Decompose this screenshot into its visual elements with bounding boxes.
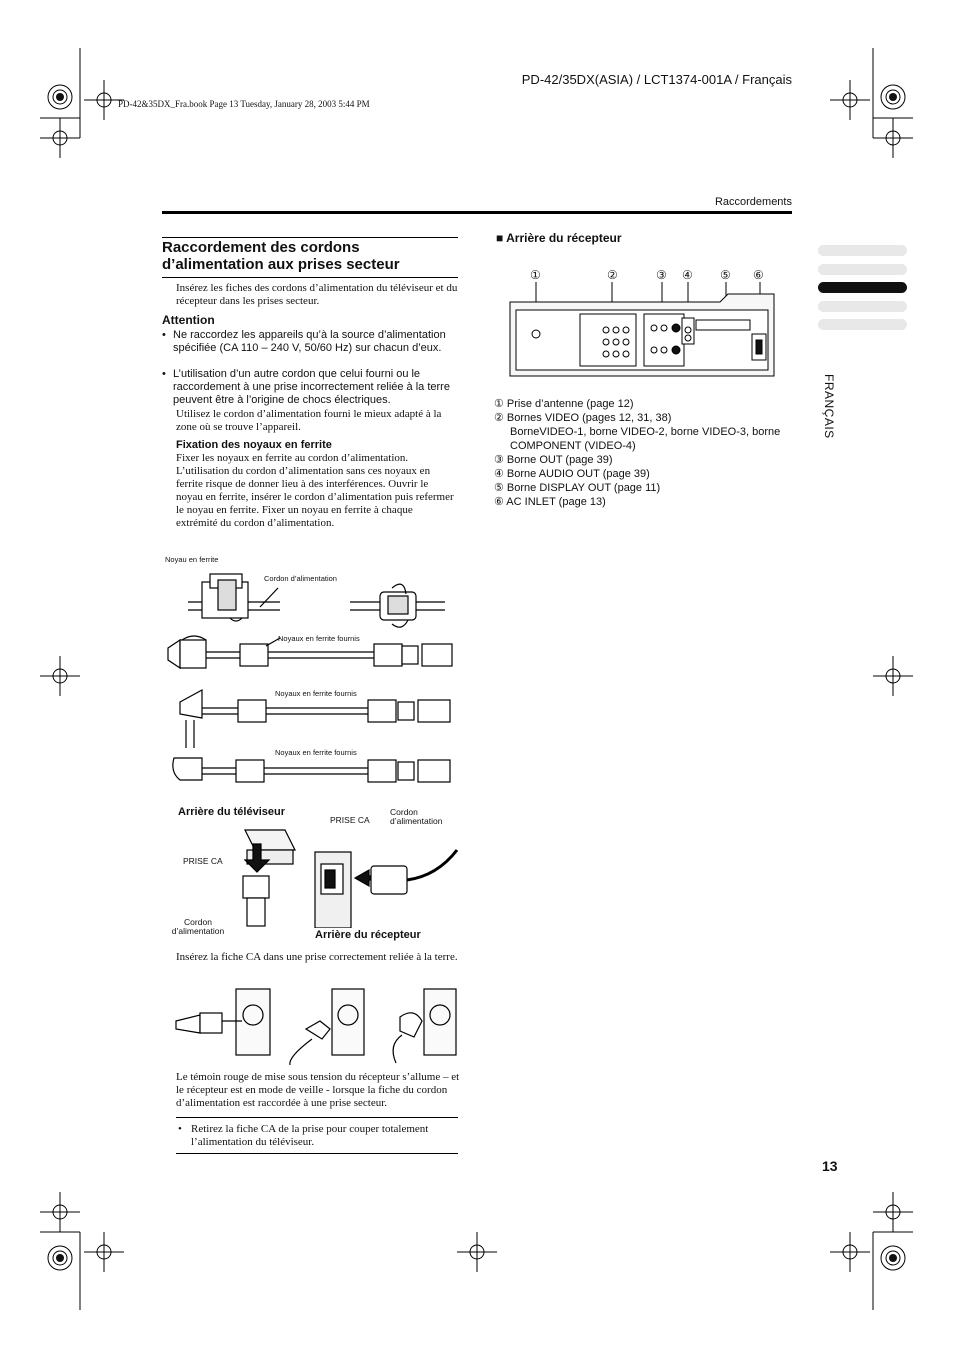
attention-bullet-1: Ne raccordez les appareils qu’à la source d’alimentation spécifiée (CA 110 – 240 V, 50/60 Hz) sur chacun d’eux. — [173, 329, 446, 354]
list-item-4: ④ Borne AUDIO OUT (page 39) — [494, 468, 650, 480]
callout-2: ② — [607, 268, 618, 282]
note-text: Retirez la fiche CA de la prise pour couper totalement l’alimentation du téléviseur. — [191, 1123, 429, 1148]
label-cordon-tv: Cordon d’alimentation — [171, 917, 225, 936]
label-noyaux-fournis-3: Noyaux en ferrite fournis — [275, 748, 357, 757]
heading-rule-bottom — [162, 277, 458, 278]
list-item-3: ③ Borne OUT (page 39) — [494, 454, 613, 466]
label-prise-ca-tv: PRISE CA — [183, 856, 223, 866]
standby-text: Le témoin rouge de mise sous tension du récepteur s’allume – et le récepteur est en mode de veille - lorsque la fiche du cordon d’alimentation est raccordée à une prise secteur. — [176, 1071, 460, 1109]
language-label: FRANÇAIS — [822, 374, 836, 439]
tv-rear-title: Arrière du téléviseur — [178, 806, 285, 818]
intro-text: Insérez les fiches des cordons d’alimentation du téléviseur et du récepteur dans les prises secteur. — [176, 282, 458, 307]
bullet-dot: • — [162, 368, 166, 380]
book-info: PD-42&35DX_Fra.book Page 13 Tuesday, January 28, 2003 5:44 PM — [118, 99, 370, 109]
callout-3: ③ — [656, 268, 667, 282]
attention-title: Attention — [162, 313, 215, 327]
receiver-rear-heading — [496, 232, 622, 245]
label-noyaux-fournis-1: Noyaux en ferrite fournis — [278, 634, 360, 643]
receiver-rear-illustration — [508, 280, 778, 380]
header-rule — [162, 211, 792, 214]
outlets-illustration — [166, 985, 462, 1067]
side-tab-active — [818, 282, 907, 293]
bullet-dot: • — [178, 1123, 182, 1135]
callout-5: ⑤ — [720, 268, 731, 282]
list-item-1: ① Prise d’antenne (page 12) — [494, 398, 634, 410]
side-tab — [818, 245, 907, 256]
page-number: 13 — [822, 1158, 838, 1174]
ferrite-illustration — [160, 560, 460, 790]
square-bullet-icon: ■ — [496, 231, 504, 245]
callout-4: ④ — [682, 268, 693, 282]
receiver-rear-caption: Arrière du récepteur — [315, 929, 421, 941]
ferrite-title: Fixation des noyaux en ferrite — [176, 439, 332, 451]
side-tab — [818, 319, 907, 330]
section-label: Raccordements — [714, 196, 792, 208]
section-heading: Raccordement des cordons d’alimentation aux prises secteur — [162, 239, 400, 273]
insert-text: Insérez la fiche CA dans une prise correctement reliée à la terre. — [176, 951, 458, 963]
attention-bullet-2: L’utilisation d’un autre cordon que celui fourni ou le raccordement à une prise incorrectement reliée à la terre peuvent être à l’origine de chocs électriques. — [173, 368, 450, 406]
label-cordon: Cordon d’alimentation — [264, 574, 337, 583]
label-cordon-receiver: Cordon d’alimentation — [390, 807, 443, 826]
callout-1: ① — [530, 268, 541, 282]
bullet-dot: • — [162, 329, 166, 341]
power-connection-illustration — [225, 820, 465, 928]
heading-rule-top — [162, 237, 458, 238]
label-noyau: Noyau en ferrite — [165, 555, 219, 564]
ferrite-text: Fixer les noyaux en ferrite au cordon d’alimentation. L’utilisation du cordon d’alimentation sans ces noyaux en ferrite risque de donner lieu à des interférences. Ouvrir le noyau en ferrite, insérer le cordon d’alimentation puis refermer le noyau en ferrite. Fixer un noyau en ferrite à chaque extrémité du cordon d’alimentation. — [176, 452, 454, 529]
note-rule-top — [176, 1117, 458, 1118]
list-item-2: ② Bornes VIDEO (pages 12, 31, 38) — [494, 412, 672, 424]
document-title: PD-42/35DX(ASIA) / LCT1374-001A / Français — [521, 72, 792, 87]
callout-6: ⑥ — [753, 268, 764, 282]
list-item-6: ⑥ AC INLET (page 13) — [494, 496, 606, 508]
note-rule-bottom — [176, 1153, 458, 1154]
receiver-rear-heading-text: Arrière du récepteur — [506, 231, 622, 245]
label-prise-ca-receiver: PRISE CA — [330, 815, 370, 825]
attention-note: Utilisez le cordon d’alimentation fourni le mieux adapté à la zone où se trouve l’appareil. — [176, 408, 442, 433]
side-tab — [818, 301, 907, 312]
list-item-5: ⑤ Borne DISPLAY OUT (page 11) — [494, 482, 661, 494]
label-noyaux-fournis-2: Noyaux en ferrite fournis — [275, 689, 357, 698]
list-item-2-detail: BorneVIDEO-1, borne VIDEO-2, borne VIDEO-3, borne COMPONENT (VIDEO-4) — [510, 426, 781, 452]
side-tab — [818, 264, 907, 275]
